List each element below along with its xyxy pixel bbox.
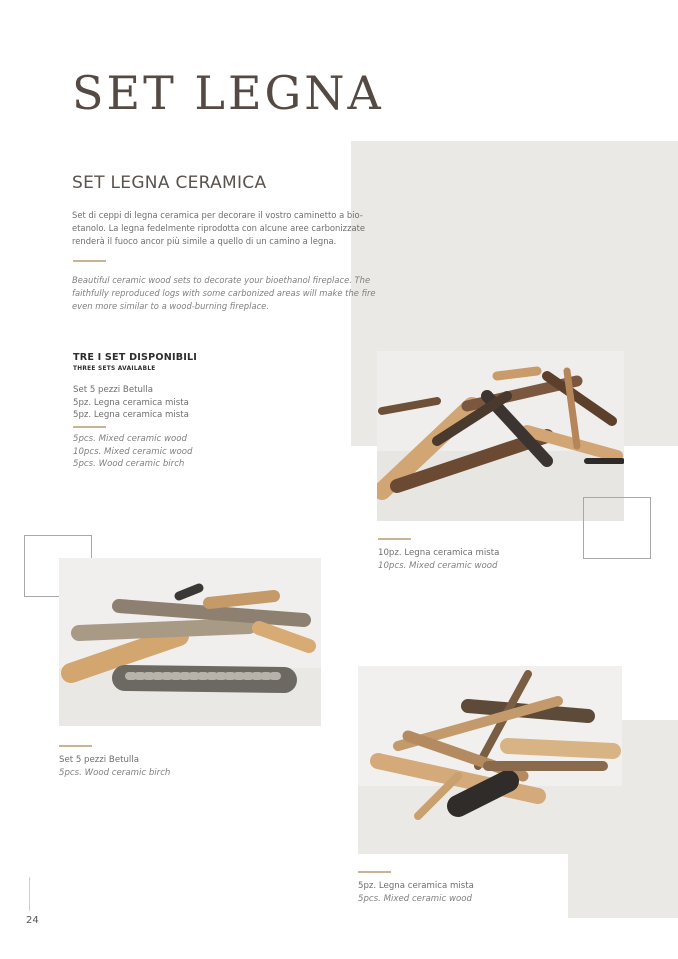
list-item: 5pz. Legna ceramica mista (73, 397, 189, 408)
list-item: 5pcs. Mixed ceramic wood (73, 434, 187, 444)
divider-rule (59, 745, 92, 747)
sets-heading: TRE I SET DISPONIBILI (73, 352, 198, 363)
divider-rule (358, 871, 391, 873)
description-english: Beautiful ceramic wood sets to decorate your bioethanol fireplace. The faithfully reproduced logs with some carbonized areas will make the fire even more similar to a wood-burning fireplace. (72, 275, 376, 311)
description-italian: Set di ceppi di legna ceramica per decorare il vostro caminetto a bio-etanolo. La legna fedelmente riprodotta con alcune aree carbonizzate renderà il fuoco ancor più simile a quello di un camino a legna. (72, 210, 366, 246)
product-caption-birch (59, 754, 170, 779)
list-item: 10pcs. Mixed ceramic wood (73, 446, 193, 457)
product-caption-5pcs (358, 880, 474, 905)
section-subtitle: SET LEGNA CERAMICA (72, 173, 267, 193)
sets-subheading: THREE SETS AVAILABLE (73, 366, 156, 372)
footer-line (29, 877, 30, 911)
list-item: 5pz. Legna ceramica mista (73, 410, 189, 421)
caption-english: 5pcs. Mixed ceramic wood (358, 893, 472, 904)
list-item: Set 5 pezzi Betulla (73, 385, 153, 395)
sets-list-english (73, 433, 192, 471)
product-caption-10pcs (378, 547, 499, 572)
caption-italian: 5pz. Legna ceramica mista (358, 881, 474, 891)
divider-rule (73, 260, 106, 262)
product-photo-10pcs (377, 351, 624, 521)
divider-rule (378, 538, 411, 540)
decorative-frame-right (583, 497, 651, 559)
caption-english: 5pcs. Wood ceramic birch (59, 767, 171, 778)
caption-italian: 10pz. Legna ceramica mista (378, 548, 500, 558)
list-item: 5pcs. Wood ceramic birch (73, 459, 185, 470)
product-photo-birch (59, 558, 321, 726)
page-number: 24 (26, 915, 39, 926)
sets-list-italian (73, 384, 189, 422)
page-title: SET LEGNA (72, 66, 384, 120)
divider-rule (73, 426, 106, 428)
caption-italian: Set 5 pezzi Betulla (59, 755, 139, 765)
product-photo-5pcs (358, 666, 622, 854)
caption-english: 10pcs. Mixed ceramic wood (378, 560, 498, 571)
